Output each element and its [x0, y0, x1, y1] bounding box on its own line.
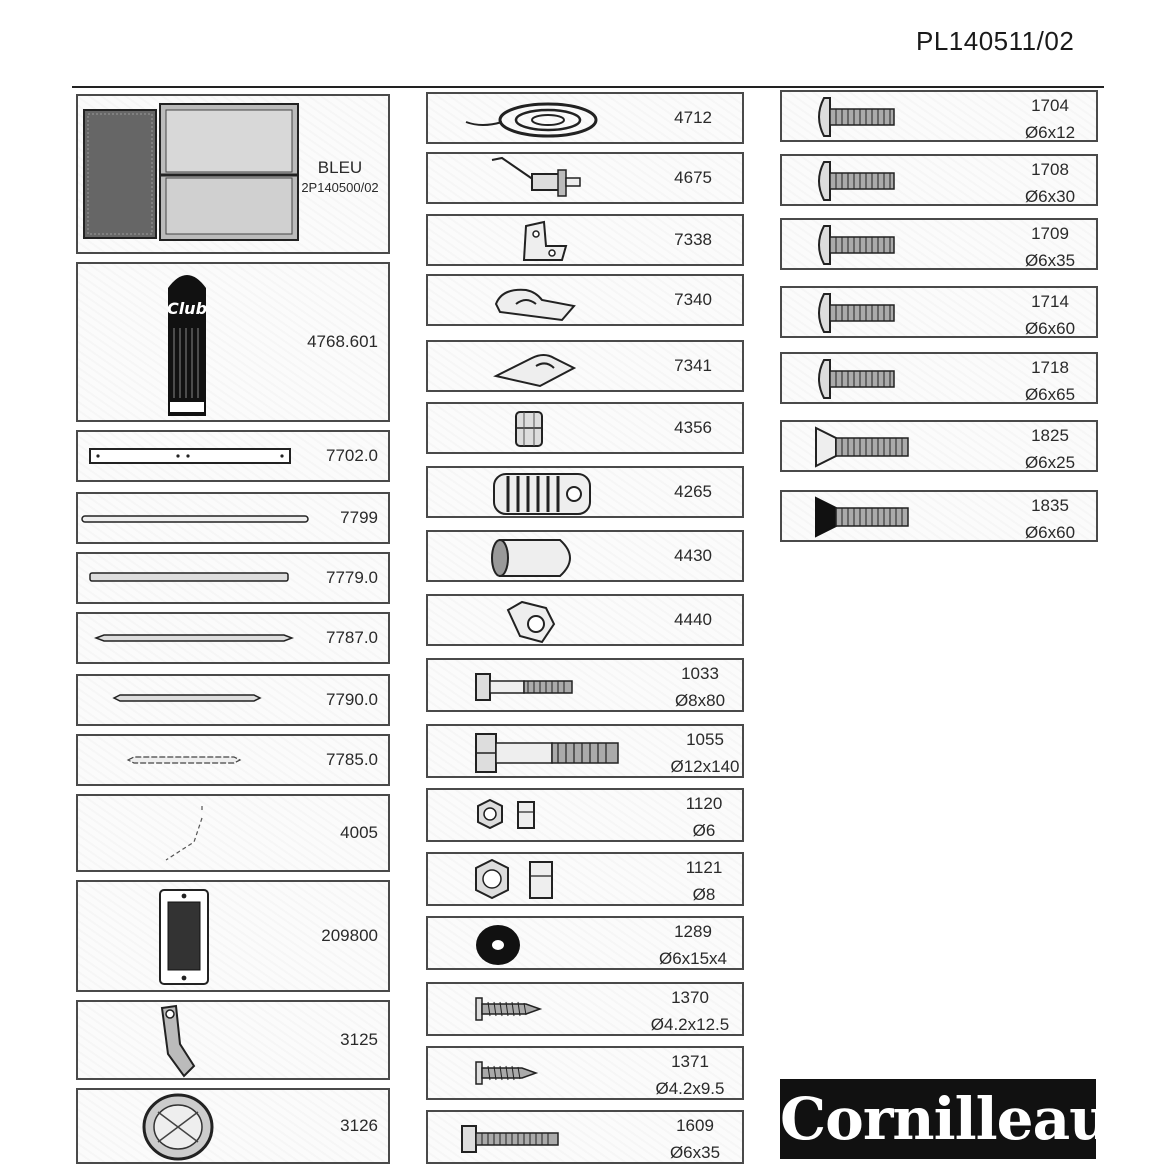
- part-label: [664, 790, 744, 844]
- part-1370: [426, 982, 744, 1036]
- part-code: 1704: [1031, 96, 1069, 115]
- part-4440: [426, 594, 744, 646]
- panel-color: BLEU: [317, 158, 363, 177]
- part-label: [1008, 92, 1092, 146]
- part-1714: [780, 286, 1098, 338]
- hex-bolt-icon: [472, 730, 622, 776]
- washer-icon: [472, 922, 524, 968]
- part-code: 209800: [321, 926, 378, 945]
- part-1033: [426, 658, 744, 712]
- hex-bolt-icon: [458, 1122, 562, 1156]
- bracket-icon: [518, 220, 570, 264]
- part-size: Ø12x140: [670, 757, 740, 776]
- part-7338: [426, 214, 744, 266]
- part-3125: [76, 1000, 390, 1080]
- part-4712: [426, 92, 744, 144]
- rod-icon: [94, 632, 294, 644]
- part-code: 4768.601: [307, 332, 378, 351]
- part-209800: [76, 880, 390, 992]
- part-1708: [780, 154, 1098, 206]
- part-size: Ø4.2x9.5: [655, 1079, 725, 1098]
- part-7790-0: [76, 674, 390, 726]
- part-code: 4356: [674, 418, 712, 437]
- mushroom-screw-icon: [812, 224, 898, 266]
- part-size: Ø6x15x4: [658, 949, 728, 968]
- part-size: Ø8: [692, 885, 716, 904]
- part-label: [640, 1048, 740, 1102]
- part-7799: [76, 492, 390, 544]
- part-size: Ø6x60: [1024, 523, 1076, 542]
- part-7787-0: [76, 612, 390, 664]
- part-code: 7779.0: [326, 568, 378, 587]
- flat-bar-icon: [88, 446, 294, 468]
- part-size: Ø8x80: [674, 691, 726, 710]
- part-code: 7799: [340, 508, 378, 527]
- club-logo-text: Club: [166, 299, 208, 318]
- part-size: Ø6x65: [1024, 385, 1076, 404]
- rod-icon: [88, 570, 290, 586]
- part-code: 7702.0: [326, 446, 378, 465]
- panel-code: 2P140500/02: [301, 180, 379, 195]
- nut-icon: [472, 796, 544, 836]
- part-code: 1825: [1031, 426, 1069, 445]
- part-label: [664, 854, 744, 908]
- part-4768-601: [76, 262, 390, 422]
- part-4430: [426, 530, 744, 582]
- part-1718: [780, 352, 1098, 404]
- rod-icon: [80, 512, 310, 526]
- mushroom-screw-icon: [812, 358, 898, 400]
- part-size: Ø4.2x12.5: [650, 1015, 730, 1034]
- brand-logo: Cornilleau: [780, 1079, 1096, 1159]
- part-1709: [780, 218, 1098, 270]
- part-code: 4430: [674, 546, 712, 565]
- part-code: 3125: [340, 1030, 378, 1049]
- part-3126: [76, 1088, 390, 1164]
- clip-icon: [492, 346, 578, 390]
- part-1609: [426, 1110, 744, 1164]
- part-code: 1055: [686, 730, 724, 749]
- part-code: 7338: [674, 230, 712, 249]
- part-label: [660, 660, 740, 714]
- part-label: [1008, 220, 1092, 274]
- part-label: [660, 726, 750, 780]
- part-label: [1008, 492, 1092, 546]
- part-4265: [426, 466, 744, 518]
- part-1835: [780, 490, 1098, 542]
- panel-label: [294, 158, 386, 198]
- part-7341: [426, 340, 744, 392]
- part-size: Ø6x35: [669, 1143, 721, 1162]
- mushroom-screw-icon: [812, 96, 898, 138]
- rod-icon: [126, 754, 242, 766]
- part-code: 1714: [1031, 292, 1069, 311]
- header-divider: [72, 86, 1104, 88]
- clip-icon: [492, 282, 578, 324]
- part-label: [1008, 288, 1092, 342]
- part-code: 1708: [1031, 160, 1069, 179]
- part-label: [1008, 354, 1092, 408]
- part-7785-0: [76, 734, 390, 786]
- part-size: Ø6: [692, 821, 716, 840]
- hex-bolt-icon: [472, 670, 576, 704]
- ball-holder-icon: [140, 1092, 216, 1162]
- part-code: 1289: [674, 922, 712, 941]
- part-code: 4440: [674, 610, 712, 629]
- document-code: PL140511/02: [916, 26, 1075, 56]
- part-code: 7787.0: [326, 628, 378, 647]
- part-label: [640, 984, 740, 1038]
- wood-screw-icon: [472, 1058, 544, 1090]
- part-label: [650, 918, 736, 972]
- wire-hook-icon: [154, 802, 214, 868]
- part-size: Ø6x25: [1024, 453, 1076, 472]
- part-1120: [426, 788, 744, 842]
- part-code: 3126: [340, 1116, 378, 1135]
- grip-icon: [490, 470, 594, 518]
- label-plate-icon: [156, 888, 212, 986]
- part-code: 1033: [681, 664, 719, 683]
- part-size: Ø6x35: [1024, 251, 1076, 270]
- part-1289: [426, 916, 744, 970]
- part-code: 4712: [674, 108, 712, 127]
- part-1371: [426, 1046, 744, 1100]
- part-size: Ø6x12: [1024, 123, 1076, 142]
- part-code: 4265: [674, 482, 712, 501]
- tube-cap-icon: [488, 536, 584, 580]
- part-4675: [426, 152, 744, 204]
- part-4005: [76, 794, 390, 872]
- rod-icon: [112, 692, 262, 704]
- part-label: [1008, 156, 1092, 210]
- wood-screw-icon: [472, 994, 544, 1026]
- hinge-lever-icon: [154, 1004, 204, 1080]
- countersunk-screw-icon: [812, 496, 912, 538]
- part-code: 1835: [1031, 496, 1069, 515]
- mushroom-screw-icon: [812, 292, 898, 334]
- part-panel: [76, 94, 390, 254]
- part-code: 7785.0: [326, 750, 378, 769]
- part-code: 7341: [674, 356, 712, 375]
- part-code: 1609: [676, 1116, 714, 1135]
- part-label: [652, 1112, 738, 1166]
- part-1055: [426, 724, 744, 778]
- part-code: 4005: [340, 823, 378, 842]
- part-7340: [426, 274, 744, 326]
- part-code: 1371: [671, 1052, 709, 1071]
- cap-icon: [512, 408, 546, 452]
- countersunk-screw-icon: [812, 426, 912, 468]
- part-size: Ø6x30: [1024, 187, 1076, 206]
- part-1825: [780, 420, 1098, 472]
- part-4356: [426, 402, 744, 454]
- pin-icon: [488, 156, 584, 204]
- part-code: 1370: [671, 988, 709, 1007]
- table-panel-icon: [82, 100, 302, 248]
- part-code: 4675: [674, 168, 712, 187]
- part-size: Ø6x60: [1024, 319, 1076, 338]
- club-logo-icon: [160, 268, 214, 418]
- part-1121: [426, 852, 744, 906]
- part-code: 1709: [1031, 224, 1069, 243]
- part-code: 7340: [674, 290, 712, 309]
- mushroom-screw-icon: [812, 160, 898, 202]
- part-code: 1121: [685, 858, 723, 877]
- cable-icon: [462, 98, 602, 142]
- clamp-icon: [502, 598, 562, 646]
- nut-icon: [470, 856, 562, 904]
- part-code: 7790.0: [326, 690, 378, 709]
- part-label: [1008, 422, 1092, 476]
- part-7779-0: [76, 552, 390, 604]
- part-code: 1120: [685, 794, 723, 813]
- part-1704: [780, 90, 1098, 142]
- part-7702-0: [76, 430, 390, 482]
- part-code: 1718: [1031, 358, 1069, 377]
